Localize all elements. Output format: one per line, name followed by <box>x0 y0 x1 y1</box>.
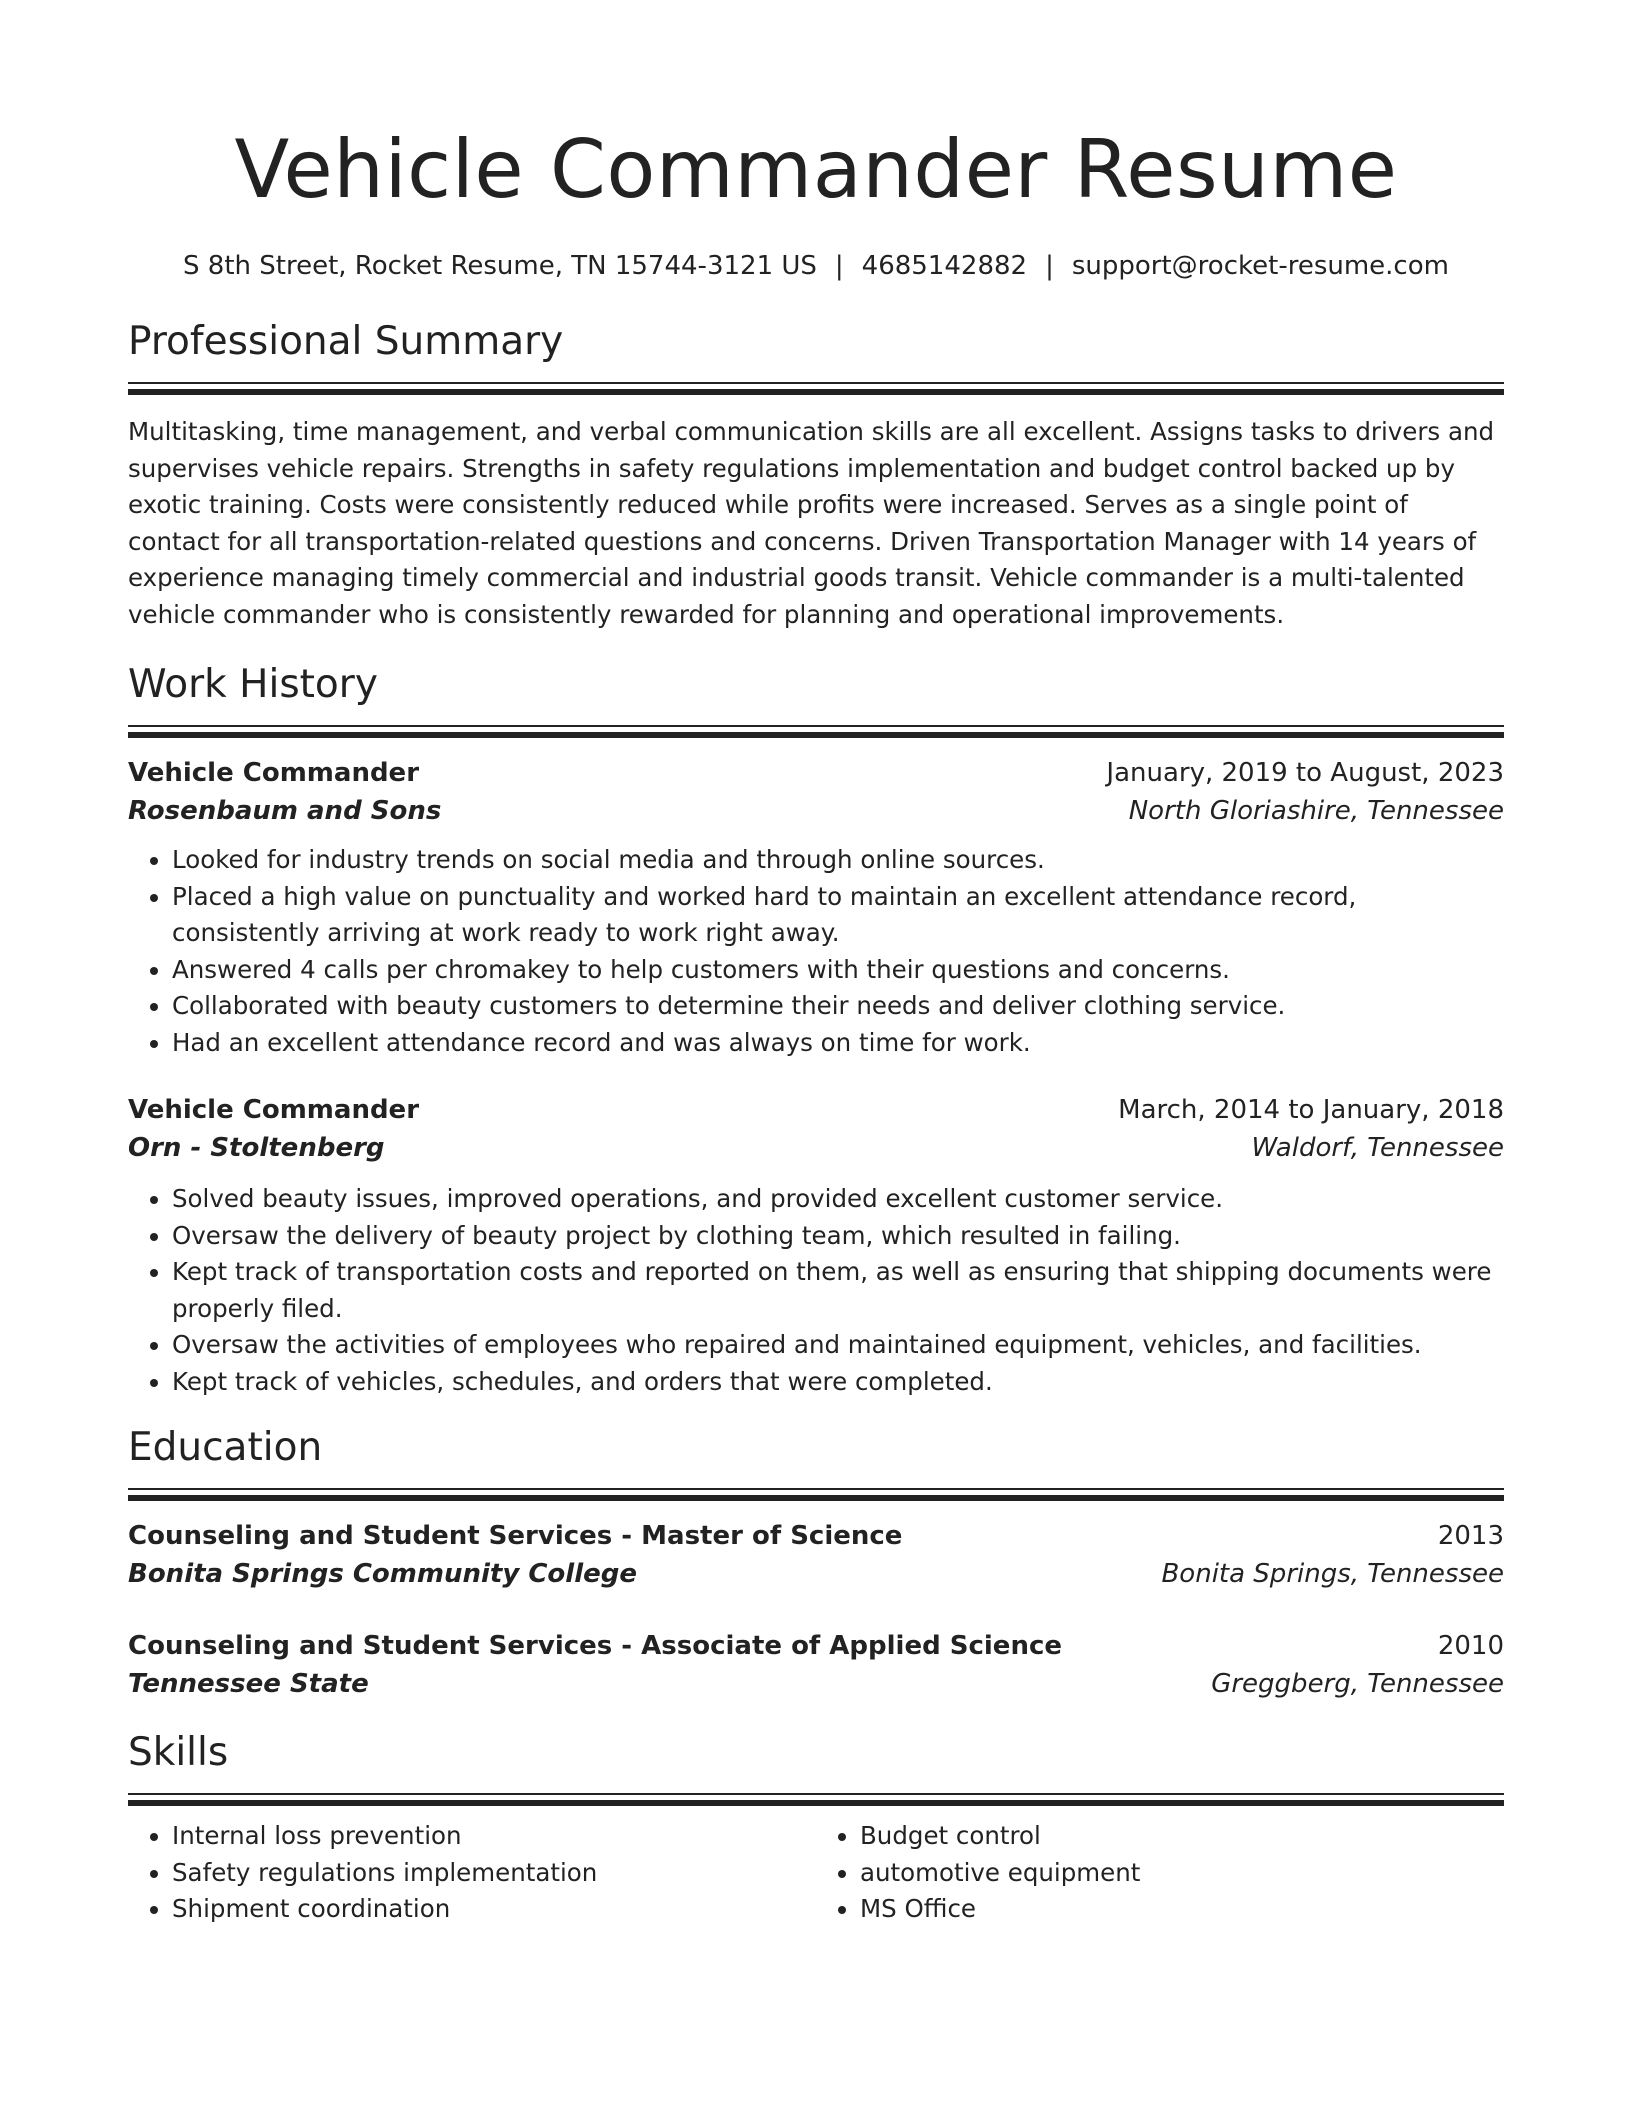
contact-address: S 8th Street, Rocket Resume, TN 15744-3121 US <box>183 251 817 281</box>
education-year: 2010 <box>1437 1631 1504 1661</box>
list-item: • Kept track of transportation costs and reported on them, as well as ensuring that shipping documents were properly filed. <box>172 1254 1504 1327</box>
job-location: Waldorf, Tennessee <box>1251 1133 1504 1163</box>
section-rule-thin <box>128 1793 1504 1795</box>
education-heading: Education <box>128 1425 323 1470</box>
contact-phone: 4685142882 <box>861 251 1028 281</box>
job-title: Vehicle Commander <box>128 758 420 788</box>
skills-columns <box>128 1818 1504 1928</box>
summary-section <box>128 316 1504 633</box>
section-rule-thin <box>128 1488 1504 1490</box>
contact-email[interactable]: support@rocket-resume.com <box>1071 251 1449 281</box>
job-subheader <box>128 1129 1504 1167</box>
contact-separator: | <box>834 251 844 281</box>
education-degree: Counseling and Student Services - Associate of Applied Science <box>128 1631 1062 1661</box>
education-section <box>128 1422 1504 1703</box>
skill-item: • automotive equipment <box>860 1855 1504 1892</box>
skill-item: • Internal loss prevention <box>172 1818 816 1855</box>
job-company: Orn - Stoltenberg <box>128 1133 385 1163</box>
job-location: North Gloriashire, Tennessee <box>1128 796 1504 826</box>
skills-heading: Skills <box>128 1730 229 1775</box>
section-rule-thin <box>128 725 1504 727</box>
work-section <box>128 659 1504 1400</box>
education-school: Bonita Springs Community College <box>128 1559 637 1589</box>
list-item: • Oversaw the activities of employees who repaired and maintained equipment, vehicles, and facilities. <box>172 1327 1504 1364</box>
list-item: • Had an excellent attendance record and was always on time for work. <box>172 1025 1504 1062</box>
education-location: Bonita Springs, Tennessee <box>1161 1559 1504 1589</box>
summary-text: Multitasking, time management, and verbal communication skills are all excellent. Assigns tasks to drivers and supervises vehicle repairs. Strengths in safety regulations implementation and budget control backed up by exotic training. Costs were consistently reduced while profits were increased. Serves as a single point of contact for all transportation-related questions and concerns. Driven Transportation Manager with 14 years of experience managing timely commercial and industrial goods transit. Vehicle commander is a multi-talented vehicle commander who is consistently rewarded for planning and operational improvements. <box>128 417 1495 629</box>
section-rule-thick <box>128 1800 1504 1806</box>
education-school: Tennessee State <box>128 1669 369 1699</box>
job-bullets <box>128 842 1504 1061</box>
list-item: • Oversaw the delivery of beauty project by clothing team, which resulted in failing. <box>172 1218 1504 1255</box>
resume-title: Vehicle Commander Resume <box>234 123 1398 216</box>
list-item: • Collaborated with beauty customers to determine their needs and deliver clothing service. <box>172 988 1504 1025</box>
section-rule-thick <box>128 1495 1504 1501</box>
skill-item: • MS Office <box>860 1891 1504 1928</box>
skill-item: • Budget control <box>860 1818 1504 1855</box>
job-dates: March, 2014 to January, 2018 <box>1118 1095 1504 1125</box>
list-item: • Solved beauty issues, improved operations, and provided excellent customer service. <box>172 1181 1504 1218</box>
list-item: • Placed a high value on punctuality and worked hard to maintain an excellent attendance record, consistently arriving at work ready to work right away. <box>172 879 1504 952</box>
job-company: Rosenbaum and Sons <box>128 796 442 826</box>
education-subheader <box>128 1665 1504 1703</box>
summary-heading: Professional Summary <box>128 319 564 364</box>
education-degree: Counseling and Student Services - Master of Science <box>128 1521 903 1551</box>
section-rule-thick <box>128 732 1504 738</box>
education-subheader <box>128 1555 1504 1593</box>
education-header <box>128 1517 1504 1555</box>
job-header <box>128 1091 1504 1129</box>
job-dates: January, 2019 to August, 2023 <box>1106 758 1504 788</box>
skill-item: • Safety regulations implementation <box>172 1855 816 1892</box>
job-entry <box>128 754 1504 1061</box>
section-rule-thin <box>128 382 1504 384</box>
job-header <box>128 754 1504 792</box>
contact-separator: | <box>1045 251 1054 281</box>
education-entry <box>128 1517 1504 1593</box>
job-entry <box>128 1091 1504 1400</box>
section-rule-thick <box>128 389 1504 395</box>
job-bullets <box>128 1181 1504 1400</box>
education-header <box>128 1627 1504 1665</box>
skills-list-right <box>816 1818 1504 1928</box>
work-heading: Work History <box>128 662 378 707</box>
list-item: • Looked for industry trends on social media and through online sources. <box>172 842 1504 879</box>
education-year: 2013 <box>1437 1521 1504 1551</box>
job-title: Vehicle Commander <box>128 1095 420 1125</box>
job-subheader <box>128 792 1504 830</box>
skill-item: • Shipment coordination <box>172 1891 816 1928</box>
list-item: • Answered 4 calls per chromakey to help customers with their questions and concerns. <box>172 952 1504 989</box>
education-location: Greggberg, Tennessee <box>1211 1669 1504 1699</box>
contact-line <box>128 248 1504 284</box>
education-entry <box>128 1627 1504 1703</box>
list-item: • Kept track of vehicles, schedules, and orders that were completed. <box>172 1364 1504 1401</box>
skills-list-left <box>128 1818 816 1928</box>
skills-section <box>128 1727 1504 1928</box>
